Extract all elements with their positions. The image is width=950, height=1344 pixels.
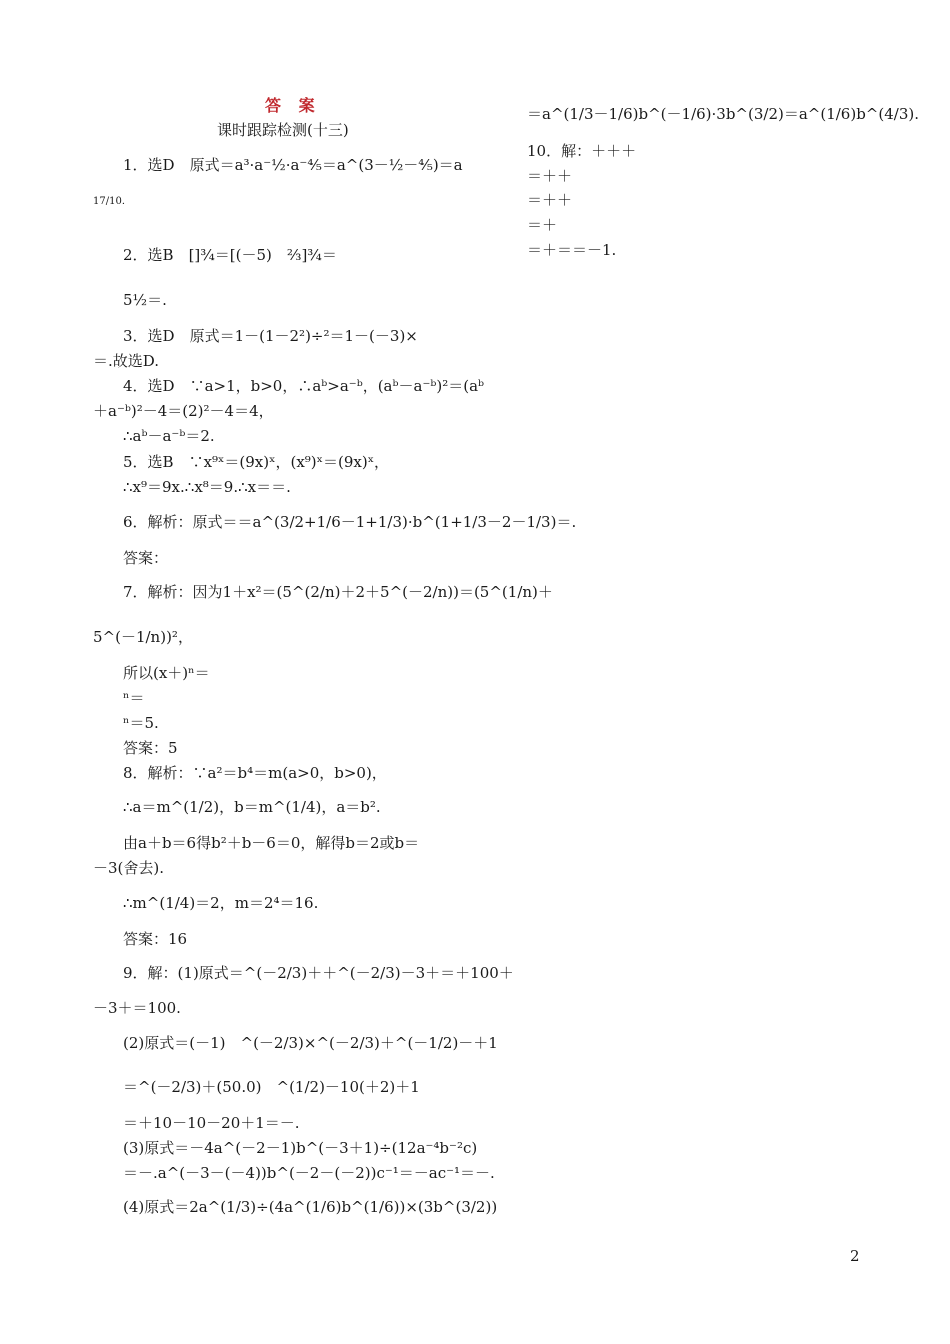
left-line-6: ＝.故选D. (93, 352, 160, 370)
left-line-26: 9．解：(1)原式＝^(－2/3)＋＋^(－2/3)－3＋＝＋100＋ (123, 964, 514, 982)
left-line-23: －3(舍去). (93, 859, 165, 877)
left-line-19: 答案：5 (123, 739, 178, 757)
left-line-21: ∴a＝m^(1/2)，b＝m^(1/4)，a＝b². (123, 798, 381, 816)
left-line-22: 由a＋b＝6得b²＋b－6＝0，解得b＝2或b＝ (123, 834, 420, 852)
right-line-2: 10．解：＋＋＋ (527, 142, 637, 160)
section-subtitle: 课时跟踪检测(十三) (217, 121, 349, 139)
left-line-33: (4)原式＝2a^(1/3)÷(4a^(1/6)b^(1/6))×(3b^(3/2)) (123, 1198, 498, 1216)
page-number: 2 (850, 1247, 860, 1265)
left-line-25: 答案：16 (123, 930, 188, 948)
left-line-28: (2)原式＝(－1) ^(－2/3)×^(－2/3)＋^(－1/2)－＋1 (123, 1034, 498, 1052)
left-line-5: 3．选D 原式＝1－(1－2²)÷²＝1－(－3)× (123, 327, 418, 345)
left-line-17: ⁿ＝ (123, 689, 145, 707)
left-line-7: 4．选D ∵a>1，b>0，∴aᵇ>a⁻ᵇ，(aᵇ－a⁻ᵇ)²＝(aᵇ (123, 377, 485, 395)
left-line-27: －3＋＝100. (93, 999, 181, 1017)
left-line-14: 7．解析：因为1＋x²＝(5^(2/n)＋2＋5^(－2/n))＝(5^(1/n)＋ (123, 583, 553, 601)
left-line-13: 答案： (123, 549, 169, 567)
left-line-24: ∴m^(1/4)＝2，m＝2⁴＝16. (123, 894, 319, 912)
left-line-16: 所以(x＋)ⁿ＝ (123, 664, 210, 682)
answer-title: 答 案 (265, 96, 321, 115)
left-line-10: 5．选B ∵x⁹ˣ＝(9x)ˣ，(x⁹)ˣ＝(9x)ˣ， (123, 453, 390, 471)
left-line-31: (3)原式＝－4a^(－2－1)b^(－3＋1)÷(12a⁻⁴b⁻²c) (123, 1139, 478, 1157)
left-line-8: ＋a⁻ᵇ)²－4＝(2)²－4＝4， (93, 402, 274, 420)
left-line-2: 17/10． (93, 196, 132, 207)
left-line-12: 6．解析：原式＝＝a^(3/2+1/6－1+1/3)·b^(1+1/3－2－1/3)＝. (123, 513, 577, 531)
left-line-3: 2．选B []¾＝[(－5) ⅔]¾＝ (123, 246, 337, 264)
left-line-9: ∴aᵇ－a⁻ᵇ＝2. (123, 427, 215, 445)
right-line-3: ＝＋＋ (527, 167, 573, 185)
left-line-1: 1．选D 原式＝a³·a⁻½·a⁻⁴⁄₅＝a^(3－½－⁴⁄₅)＝a (123, 156, 463, 174)
right-line-5: ＝＋ (527, 216, 558, 234)
left-line-32: ＝－.a^(－3－(－4))b^(－2－(－2))c⁻¹＝－ac⁻¹＝－. (123, 1164, 495, 1182)
left-line-11: ∴x⁹＝9x.∴x⁸＝9.∴x＝＝. (123, 478, 291, 496)
left-line-20: 8．解析：∵a²＝b⁴＝m(a>0，b>0)， (123, 764, 387, 782)
left-line-29: ＝^(－2/3)＋(50.0) ^(1/2)－10(＋2)＋1 (123, 1078, 420, 1096)
right-line-1: ＝a^(1/3－1/6)b^(－1/6)·3b^(3/2)＝a^(1/6)b^(4/3). (527, 105, 919, 123)
right-line-4: ＝＋＋ (527, 191, 573, 209)
left-line-18: ⁿ＝5. (123, 714, 159, 732)
left-line-30: ＝＋10－10－20＋1＝－. (123, 1114, 300, 1132)
left-line-4: 5½＝. (123, 291, 167, 309)
left-line-15: 5^(－1/n))²， (93, 628, 193, 646)
right-line-6: ＝＋＝＝－1. (527, 241, 617, 259)
